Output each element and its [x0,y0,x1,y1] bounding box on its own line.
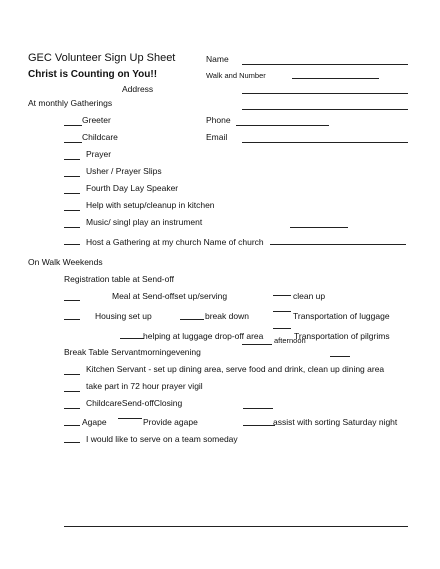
phone-label: Phone [206,115,231,125]
checkbox-line[interactable] [64,442,80,443]
clean-up-label: clean up [293,291,326,301]
address-field-2[interactable] [242,109,408,110]
walk-heading: On Walk Weekends [28,257,103,267]
checkbox-line[interactable] [64,193,80,194]
checkbox-line[interactable] [64,244,80,245]
checkbox-line[interactable] [242,344,272,345]
checkbox-line[interactable] [64,319,80,320]
checkbox-line[interactable] [64,125,82,126]
walk-number-label: Walk and Number [206,71,266,80]
monthly-item-host: Host a Gathering at my church Name of church [86,237,264,247]
meal-label: Meal at Send-offset up/serving [112,291,228,301]
checkbox-line[interactable] [243,425,275,426]
checkbox-line[interactable] [120,338,144,339]
provide-agape-label: Provide agape [143,417,198,427]
name-field[interactable] [242,64,408,65]
transport-pilgrims-label: Transportation of pilgrims [294,331,390,341]
phone-field[interactable] [236,125,329,126]
assist-sorting-label: assist with sorting Saturday night [273,417,398,427]
monthly-item-childcare: Childcare [82,132,118,142]
walk-number-field[interactable] [292,78,379,79]
page-subtitle: Christ is Counting on You!! [28,69,158,80]
address-field-1[interactable] [242,93,408,94]
helping-luggage-label: helping at luggage drop-off area [143,331,264,341]
monthly-item-music: Music/ singl play an instrument [86,217,203,227]
agape-label: Agape [82,417,107,427]
checkbox-line[interactable] [330,356,350,357]
checkbox-line[interactable] [180,319,204,320]
registration-label: Registration table at Send-off [64,274,174,284]
serve-team-label: I would like to serve on a team someday [86,434,238,444]
monthly-item-usher: Usher / Prayer Slips [86,166,162,176]
name-label: Name [206,54,229,64]
housing-label: Housing set up [95,311,152,321]
email-label: Email [206,132,228,142]
checkbox-line[interactable] [273,328,291,329]
afternoon-label: afternoon [274,336,306,345]
checkbox-line[interactable] [64,425,80,426]
kitchen-servant-label: Kitchen Servant - set up dining area, serve food and drink, clean up dining area [86,364,385,374]
signature-line[interactable] [64,526,408,527]
monthly-item-greeter: Greeter [82,115,111,125]
email-field[interactable] [242,142,408,143]
checkbox-line[interactable] [64,227,80,228]
checkbox-line[interactable] [64,159,80,160]
address-label: Address [122,84,154,94]
checkbox-line[interactable] [64,391,80,392]
checkbox-line[interactable] [64,142,82,143]
monthly-item-prayer: Prayer [86,149,112,159]
monthly-heading: At monthly Gatherings [28,98,113,108]
prayer-vigil-label: take part in 72 hour prayer vigil [86,381,203,391]
checkbox-line[interactable] [64,408,80,409]
checkbox-line[interactable] [64,210,80,211]
monthly-item-lay-speaker: Fourth Day Lay Speaker [86,183,179,193]
checkbox-line[interactable] [64,176,80,177]
checkbox-line[interactable] [243,408,273,409]
checkbox-line[interactable] [64,300,80,301]
checkbox-line[interactable] [64,374,80,375]
monthly-item-kitchen: Help with setup/cleanup in kitchen [86,200,215,210]
church-name-field[interactable] [270,244,406,245]
break-table-label: Break Table Servantmorningevening [64,347,201,357]
transport-luggage-label: Transportation of luggage [293,311,390,321]
checkbox-line[interactable] [273,311,291,312]
childcare-walk-label: ChildcareSend-offClosing [86,398,183,408]
instrument-field[interactable] [290,227,348,228]
break-down-label: break down [205,311,249,321]
checkbox-line[interactable] [118,418,142,419]
page-title: GEC Volunteer Sign Up Sheet [28,52,176,64]
checkbox-line[interactable] [273,295,291,296]
